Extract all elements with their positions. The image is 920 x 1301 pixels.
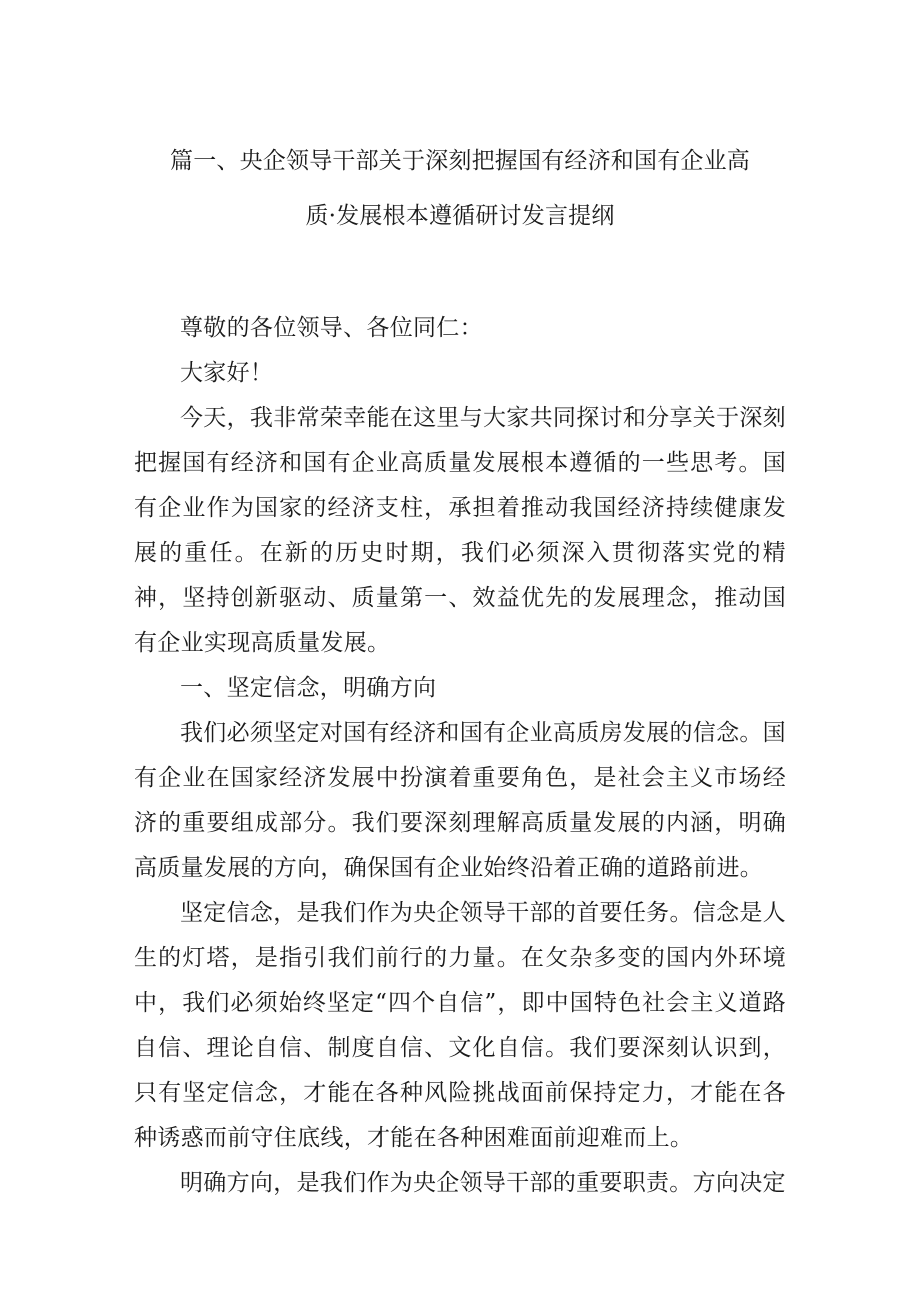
body-paragraph: 我们必须坚定对国有经济和国有企业高质房发展的信念。国有企业在国家经济发展中扮演着重要角色，是社会主义市场经济的重要组成部分。我们要深刻理解高质量发展的内涵，明确高质量发展的方向，确保国有企业始终沿着正确的道路前进。 [134, 720, 786, 881]
body-paragraph: 今天，我非常荣幸能在这里与大家共同探讨和分享关于深刻把握国有经济和国有企业高质量发展根本遵循的一些思考。国有企业作为国家的经济支柱，承担着推动我国经济持续健康发展的重任。在新的历史时期，我们必须深入贯彻落实党的精神，坚持创新驱动、质量第一、效益优先的发展理念，推动国有企业实现高质量发展。 [134, 405, 786, 656]
document-title-line-1: 篇一、央企领导干部关于深刻把握国有经济和国有企业高 [170, 148, 750, 174]
body-paragraph: 明确方向，是我们作为央企领导干部的重要职责。方向决定 [180, 1170, 786, 1196]
document-body [134, 306, 786, 1206]
section-heading: 一、坚定信念，明确方向 [180, 675, 437, 701]
body-paragraph: 坚定信念，是我们作为央企领导干部的首要任务。信念是人生的灯塔，是指引我们前行的力量。在攵杂多变的国内外环境中，我们必须始终坚定“四个自信”，即中国特色社会主义道路自信、理论自信、制度自信、文化自信。我们要深刻认识到，只有坚定信念，才能在各种风险挑战面前保持定力，才能在各种诱惑而前守住底线，才能在各种困难面前迎难而上。 [134, 900, 786, 1151]
greeting: 大家好！ [180, 360, 274, 386]
document-title-line-2: 质·发展根本遵循研讨发言提纲 [305, 203, 615, 229]
salutation: 尊敬的各位领导、各位同仁： [180, 315, 483, 341]
